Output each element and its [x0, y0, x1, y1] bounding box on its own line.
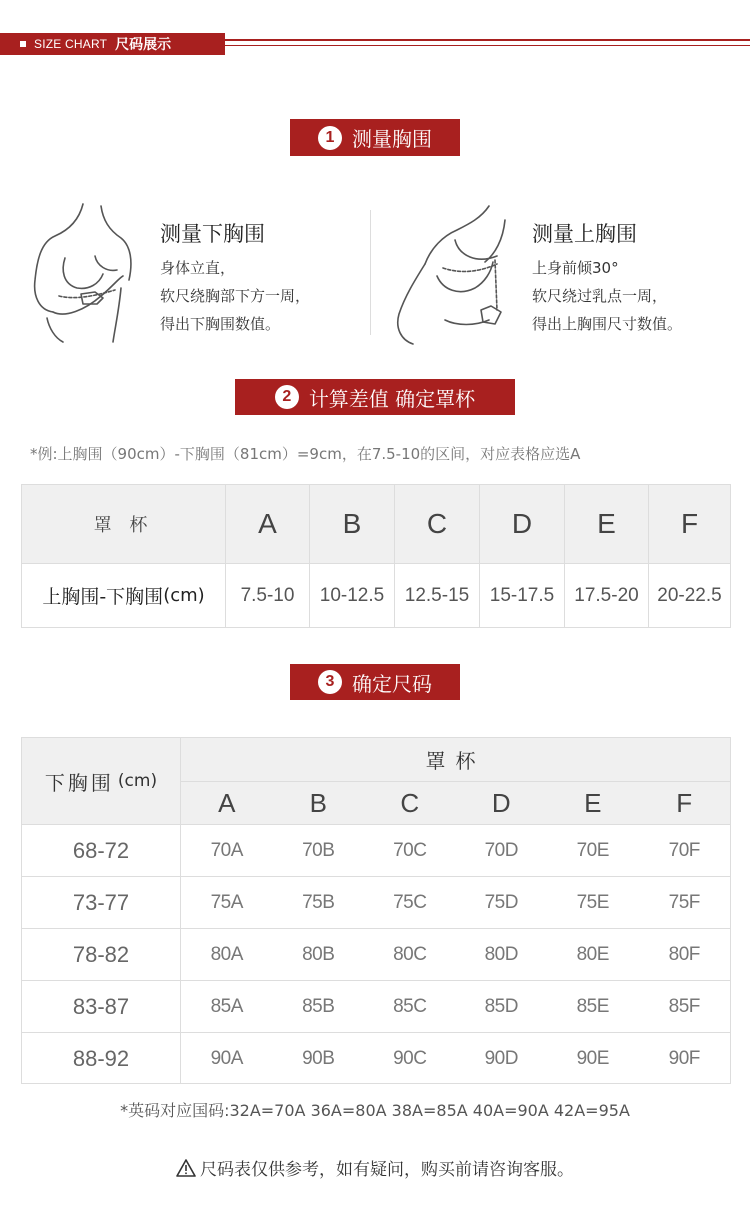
header-title-en: SIZE CHART — [34, 37, 108, 51]
range-cell: 7.5-10 — [226, 564, 310, 627]
step-number-3: 3 — [318, 670, 342, 694]
size-cell: 85C — [393, 995, 427, 1017]
step-number-1: 1 — [318, 126, 342, 150]
conversion-note: *英码对应国码:32A=70A 36A=80A 38A=85A 40A=90A 42A=95A — [120, 1101, 630, 1120]
range-cell: 10-12.5 — [310, 564, 395, 627]
overbust-line: 上身前倾30° — [532, 259, 619, 277]
table-row — [22, 563, 730, 627]
cup-header-cell: B — [310, 485, 395, 563]
difference-label-unit: (cm) — [163, 585, 205, 606]
band-cell: 78-82 — [22, 929, 181, 980]
section-title-measure: 测量胸围 — [352, 127, 432, 151]
cup-letter-cell: E — [584, 787, 602, 818]
cup-letters-row — [181, 782, 730, 824]
size-cell: 70E — [576, 839, 609, 861]
underbust-line: 得出下胸围数值。 — [160, 315, 281, 333]
table-row — [22, 980, 730, 1032]
section-title-cup: 计算差值 确定罩杯 — [308, 386, 476, 411]
example-note: *例:上胸围（90cm）-下胸围（81cm）=9cm，在7.5-10的区间，对应表格应选A — [30, 445, 581, 463]
table-row — [22, 876, 730, 928]
section-header — [0, 30, 750, 56]
cup-letter-cell: C — [400, 787, 420, 818]
size-cell: 75B — [302, 891, 335, 913]
size-chart-table — [21, 737, 731, 1084]
underbust-line: 软尺绕胸部下方一周， — [160, 287, 311, 305]
difference-label-text: 上胸围-下胸围 — [42, 586, 164, 608]
square-bullet-icon — [20, 41, 26, 47]
underbust-line: 身体立直， — [160, 259, 236, 277]
cup-letter-cell: A — [218, 787, 236, 818]
divider — [370, 210, 371, 335]
size-cell: 90D — [484, 1047, 518, 1069]
section-banner-cup — [235, 379, 515, 415]
band-header — [22, 738, 181, 824]
cup-header-label: 罩 杯 — [22, 485, 226, 563]
size-cell: 75D — [484, 891, 518, 913]
size-cell: 80D — [484, 943, 518, 965]
underbust-title: 测量下胸围 — [160, 222, 265, 246]
cup-letter-cell: B — [309, 787, 327, 818]
header-rule — [225, 39, 750, 41]
size-cell: 90E — [576, 1047, 609, 1069]
band-cell: 83-87 — [22, 981, 181, 1032]
section-title-size: 确定尺码 — [352, 671, 432, 696]
band-cell: 88-92 — [22, 1033, 181, 1084]
overbust-instructions — [532, 254, 682, 338]
range-cell: 12.5-15 — [395, 564, 480, 627]
size-cell: 85E — [576, 995, 609, 1017]
size-cell: 80C — [393, 943, 427, 965]
size-cell: 85A — [210, 995, 243, 1017]
header-tab — [0, 33, 225, 55]
underbust-figure-illustration — [25, 200, 140, 345]
size-cell: 70F — [668, 839, 700, 861]
size-cell: 70D — [484, 839, 518, 861]
header-title-cn: 尺码展示 — [115, 37, 172, 53]
table-row — [22, 824, 730, 876]
cup-header — [181, 738, 730, 824]
cup-difference-table — [21, 484, 731, 628]
size-cell: 75C — [393, 891, 427, 913]
cup-header-cell: C — [395, 485, 480, 563]
cup-letter-cell: D — [491, 787, 511, 818]
overbust-line: 得出上胸围尺寸数值。 — [532, 315, 683, 333]
size-cell: 90F — [668, 1047, 700, 1069]
size-cell: 70C — [393, 839, 427, 861]
underbust-instructions — [160, 254, 310, 338]
warning-icon — [176, 1159, 196, 1177]
size-cell: 75E — [576, 891, 609, 913]
cup-letter-cell: F — [676, 787, 693, 818]
table-row — [22, 1032, 730, 1084]
cup-header-cell: A — [226, 485, 310, 563]
size-cell: 90A — [210, 1047, 243, 1069]
cup-header-cell: D — [480, 485, 565, 563]
size-cell: 75A — [210, 891, 243, 913]
size-cell: 85F — [668, 995, 700, 1017]
cup-header-cell: E — [565, 485, 649, 563]
band-header-label: 下胸围 — [44, 770, 114, 795]
range-cell: 15-17.5 — [480, 564, 565, 627]
size-cell: 75F — [668, 891, 700, 913]
band-header-unit: (cm) — [117, 771, 158, 791]
reference-notice-text: 尺码表仅供参考，如有疑问，购买前请咨询客服。 — [200, 1160, 574, 1180]
header-rule-thin — [225, 45, 750, 46]
overbust-figure-illustration — [385, 200, 510, 345]
size-cell: 80F — [668, 943, 700, 965]
size-cell: 85B — [302, 995, 335, 1017]
size-cell: 70A — [210, 839, 243, 861]
table-row — [22, 928, 730, 980]
section-banner-measure — [290, 119, 460, 156]
size-cell: 80B — [302, 943, 335, 965]
band-cell: 73-77 — [22, 877, 181, 928]
size-cell: 90C — [393, 1047, 427, 1069]
band-cell: 68-72 — [22, 825, 181, 876]
difference-row-label — [22, 564, 226, 627]
size-cell: 80A — [210, 943, 243, 965]
size-cell: 85D — [484, 995, 518, 1017]
section-banner-size — [290, 664, 460, 700]
size-cell: 70B — [302, 839, 335, 861]
cup-header-label: 罩杯 — [181, 738, 730, 782]
range-cell: 17.5-20 — [565, 564, 649, 627]
range-cell: 20-22.5 — [657, 584, 722, 606]
overbust-line: 软尺绕过乳点一周， — [532, 287, 668, 305]
table-header-row — [22, 485, 730, 563]
cup-header-cell: F — [680, 508, 699, 539]
reference-notice — [0, 1155, 750, 1180]
overbust-title: 测量上胸围 — [532, 222, 637, 246]
size-cell: 90B — [302, 1047, 335, 1069]
step-number-2: 2 — [275, 385, 299, 409]
size-cell: 80E — [576, 943, 609, 965]
